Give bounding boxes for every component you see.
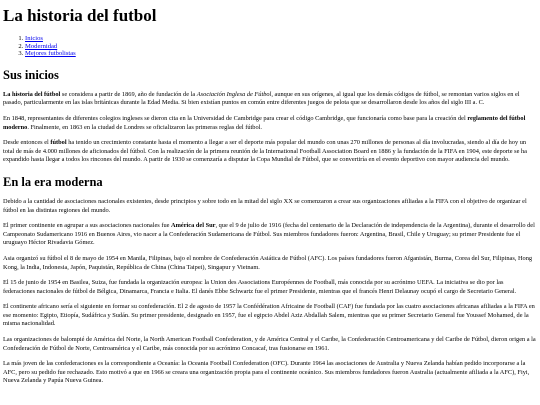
paragraph: El continente africano sería el siguiente en formar su confederación. El 2 de agosto de 1957 la Confédération Africaine de Football (CAF) fue fundada por las cuatro asociaciones africanas afiliadas a la FIFA en ese momento: Egipto, Etiopía, Sudáfrica y Sudán. Su primer presidente, designado en 1957, fue el egipcio Abdel Aziz Abdallah Salem, mientras que su primer Secretario General fue Youssef Mohamed, de la misma nacionalidad.: [3, 303, 535, 328]
bold-text: La historia del fútbol: [3, 90, 61, 98]
text-run: se considera a partir de 1869, año de fundación de la: [60, 90, 197, 98]
paragraph: [3, 91, 537, 108]
toc-link-inicios[interactable]: Inicios: [25, 35, 43, 42]
bold-text: reglamento del fútbol moderno: [3, 114, 526, 131]
toc-item: [25, 50, 537, 58]
section-heading-moderna: En la era moderna: [3, 174, 103, 189]
paragraph: [3, 139, 537, 165]
bold-text: América del Sur: [171, 222, 216, 230]
text-run: Desde entonces el: [3, 139, 51, 147]
paragraph: El 15 de junio de 1954 en Basilea, Suiza, fue fundada la organización europea: la Union des Associations Européennes de Football, más conocida por su acrónimo UEFA. La iniciativa se dio por las federaciones nacionales de fútbol de Bélgica, Dinamarca, Francia e Italia. El danés Ebbe Schwartz fue el primer Presidente, mientras que el francés Henri Delaunay ocupó el cargo de Secretario General.: [3, 279, 517, 295]
bold-text: fútbol: [50, 139, 67, 147]
toc-item: [25, 43, 537, 51]
toc-link-mejores-futbolistas[interactable]: Mejores futbolistas: [25, 50, 76, 58]
text-run: El primer continente en agrupar a sus asociaciones nacionales fue: [3, 222, 172, 230]
toc-item: [25, 35, 537, 43]
text-run: , aunque en sus orígenes, al igual que los demás códigos de fútbol, se remontan varios siglos en el pasado, particularmente en las islas británicas durante la Edad Media. Si bien existían puntos en común entre diferentes juegos de pelota que se desarrollaron desde los años del siglo III a. C.: [3, 90, 520, 107]
paragraph: Asia organizó su fútbol el 8 de mayo de 1954 en Manila, Filipinas, bajo el nombre de Confederación Asiática de Fútbol (AFC). Los países fundadores fueron Afganistán, Burma, Corea del Sur, Filipinas, Hong Kong, la India, Indonesia, Japón, Paquistán, República de China (China Taipei), Singapur y Vietnam.: [3, 254, 533, 271]
toc-link-modernidad[interactable]: Modernidad: [25, 42, 58, 50]
paragraph: Las organizaciones de balompié de América del Norte, la North American Football Confederation, y de América Central y el Caribe, la Confederación Centroamericana y del Caribe de Fútbol, dieron origen a la Confederación de Fútbol de Norte, Centroamérica y el Caribe, más conocida por su acrónimo Concacaf, tras fusionarse en 1961.: [3, 336, 536, 352]
italic-text: Asociación Inglesa de Fútbol: [196, 90, 272, 98]
paragraph: [3, 115, 537, 132]
paragraph: La más joven de las confederaciones es la correspondiente a Oceanía: la Oceania Football Confederation (OFC). Durante 1964 las asociaciones de Australia y Nueva Zelanda habían pedido incorporarse a la AFC, pero su pedido fue rechazado. Esto motivó a que en 1966 se creara una organización propia para el continente oceánico. Sus miembros fundadores fueron Australia (actualmente afiliada a la AFC), Fiyi, Nueva Zelanda y Papúa Nueva Guinea.: [3, 360, 530, 385]
text-run: . Finalmente, en 1863 en la ciudad de Londres se oficializaron las primeras reglas del fútbol.: [27, 123, 262, 131]
text-run: ha tenido un crecimiento constante hasta el momento a llegar a ser el deporte más popular del mundo con unas 270 millones de personas al día involucradas, siendo al día de hoy un total de más de 4.000 millones de aficionados del fútbol. Con la realización de la primera reunión de la International Football Association Board en 1886 y la fundación de la FIFA en 1904, este deporte se ha expandido hasta llegar a todos los rincones del mundo. A partir de 1930 se comenzaría a disputar la Copa Mundial de Fútbol, que se convertiría en el evento deportivo con mayor audiencia del mundo.: [3, 139, 527, 164]
section-heading-inicios: Sus inicios: [3, 67, 59, 82]
paragraph: Debido a la cantidad de asociaciones nacionales existentes, desde principios y sobre todo en la mitad del siglo XX se comenzaron a crear sus organizaciones afiliadas a la FIFA con el objetivo de organizar el fútbol en las distintas regiones del mundo.: [3, 197, 527, 214]
text-run: En 1848, representantes de diferentes colegios ingleses se dieron cita en la Universidad de Cambridge para crear el código Cambridge, que funcionaría como base para la creación del: [3, 114, 468, 122]
text-run: , que el 9 de julio de 1916 (fecha del centenario de la Declaración de independencia de la Argentina), durante el desarrollo del Campeonato Sudamericano 1916 en Buenos Aires, vio nacer a la Confederación Sudamericana de Fútbol. Sus miembros fundadores fueron: Argentina, Brasil, Chile y Uruguay; su primer Presidente fue el uruguayo Héctor Rivadavia Gómez.: [3, 222, 535, 247]
paragraph: [3, 222, 537, 248]
page-title: La historia del futbol: [3, 6, 157, 25]
table-of-contents: [3, 35, 537, 58]
